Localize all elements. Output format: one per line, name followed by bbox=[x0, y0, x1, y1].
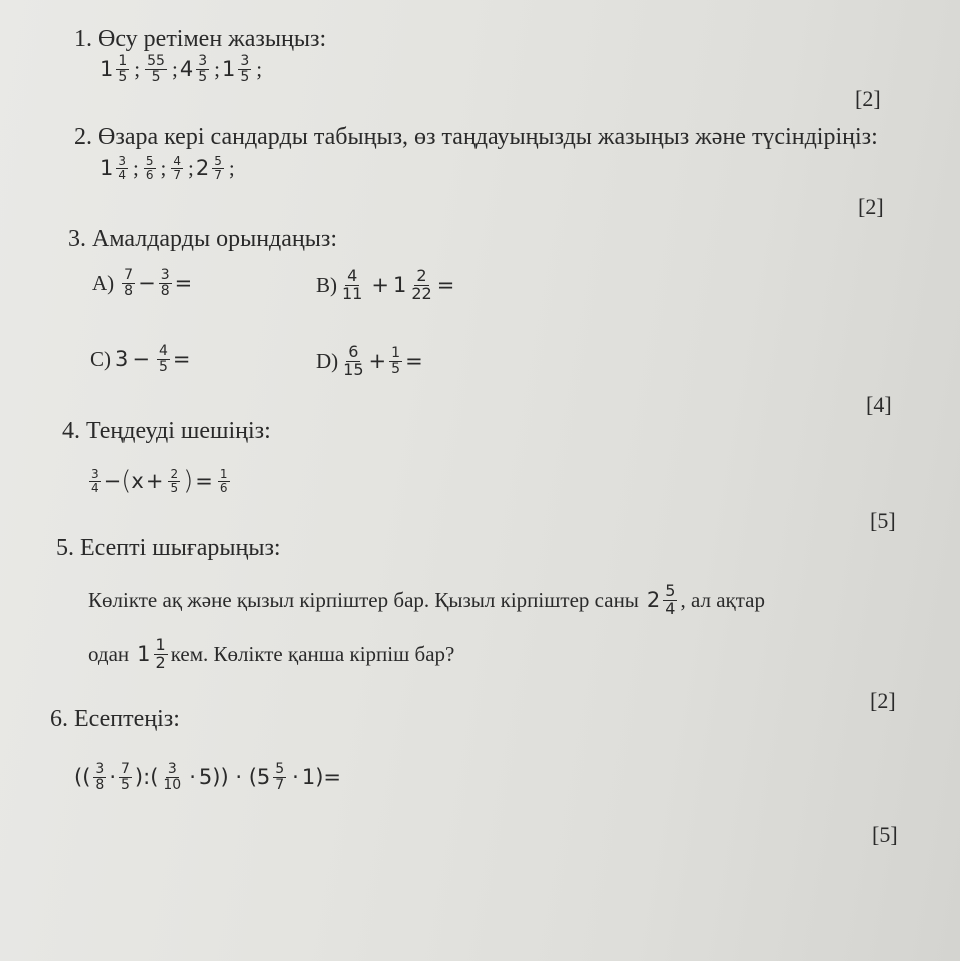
q3-d-fraction-1: $\frac{6}{15}$ bbox=[343, 342, 364, 379]
q6-fraction-2: $\frac{7}{5}$ bbox=[121, 761, 130, 793]
q3-d-label: D) bbox=[316, 348, 339, 373]
q4-fraction-1: $\frac{3}{4}$ bbox=[91, 466, 99, 495]
q1-expression: 1 $\frac{1}{5}$ ; $\frac{55}{5}$ ; 4 $\frac{3}{5}$ ; 1 $\frac{3}{5}$ ; bbox=[100, 53, 263, 85]
q6-fraction-4: $\frac{5}{7}$ bbox=[275, 761, 285, 793]
q3-b-fraction-1: $\frac{4}{11}$ bbox=[342, 266, 363, 303]
q3-part-c: C) 3 − $\frac{4}{5}$ = bbox=[90, 343, 191, 375]
q6-expression: (( $\frac{3}{8}$ · $\frac{7}{5}$ ):( $\frac{3}{10}$ · 5 )) · (5 $\frac{5}{7}$ · 1 )= bbox=[74, 761, 342, 793]
q4-equation: $\frac{3}{4}$ − ( x + $\frac{2}{5}$ ) = $\frac{1}{6}$ bbox=[91, 466, 228, 496]
q3-part-a: A) $\frac{7}{8}$ − $\frac{3}{8}$ = bbox=[92, 267, 193, 299]
q5-title: 5. Есепті шығарыңыз: bbox=[56, 535, 281, 561]
q4-mark: [5] bbox=[870, 508, 896, 533]
q2-item-2-fraction: $\frac{5}{6}$ bbox=[145, 154, 154, 182]
q4-title: 4. Теңдеуді шешіңіз: bbox=[62, 418, 271, 444]
q2-item-3-fraction: $\frac{4}{7}$ bbox=[173, 154, 181, 182]
q5-fraction-1: $\frac{5}{4}$ bbox=[665, 581, 676, 618]
q3-c-fraction: $\frac{4}{5}$ bbox=[158, 343, 168, 375]
q5-mark: [2] bbox=[870, 688, 896, 713]
q6-mark: [5] bbox=[872, 822, 898, 847]
q3-part-d: D) $\frac{6}{15}$ + $\frac{1}{5}$ = bbox=[316, 342, 423, 379]
q2-item-1-whole: 1 bbox=[100, 156, 114, 181]
q2-item-4-whole: 2 bbox=[195, 156, 210, 181]
q1-item-3-whole: 4 bbox=[179, 57, 194, 82]
q1-item-2-fraction: $\frac{55}{5}$ bbox=[147, 53, 165, 85]
q2-mark: [2] bbox=[858, 194, 884, 219]
q5-line-1: Көлікте ақ және қызыл кірпіштер бар. Қызыл кірпіштер саны 2 $\frac{5}{4}$ , ал ақтар bbox=[88, 581, 765, 618]
q3-a-label: A) bbox=[92, 270, 115, 295]
q1-title: 1. Өсу ретімен жазыңыз: bbox=[74, 26, 327, 52]
q3-d-fraction-2: $\frac{1}{5}$ bbox=[391, 345, 401, 377]
q3-title: 3. Амалдарды орындаңыз: bbox=[68, 226, 338, 252]
q2-item-4-fraction: $\frac{5}{7}$ bbox=[214, 154, 222, 182]
q2-item-1-fraction: $\frac{3}{4}$ bbox=[118, 154, 127, 182]
q1-item-4-whole: 1 bbox=[221, 57, 236, 82]
q5-line-2: одан 1 $\frac{1}{2}$ кем. Көлікте қанша кірпіш бар? bbox=[88, 635, 455, 672]
q6-fraction-3: $\frac{3}{10}$ bbox=[163, 761, 182, 793]
q1-item-1-whole: 1 bbox=[100, 57, 114, 82]
q3-a-fraction-1: $\frac{7}{8}$ bbox=[124, 267, 134, 299]
q1-mark: [2] bbox=[855, 86, 881, 111]
q4-fraction-3: $\frac{1}{6}$ bbox=[219, 466, 228, 495]
q3-b-fraction-2: $\frac{2}{22}$ bbox=[411, 266, 432, 303]
q1-item-1-fraction: $\frac{1}{5}$ bbox=[118, 53, 128, 85]
q2-expression: 1 $\frac{3}{4}$ ; $\frac{5}{6}$ ; $\frac{4}{7}$ ; 2 $\frac{5}{7}$ ; bbox=[100, 154, 235, 182]
q6-fraction-1: $\frac{3}{8}$ bbox=[95, 761, 105, 793]
q3-mark: [4] bbox=[866, 392, 892, 417]
q6-title: 6. Есептеңіз: bbox=[50, 706, 180, 732]
q1-item-3-fraction: $\frac{3}{5}$ bbox=[198, 53, 208, 85]
q3-a-fraction-2: $\frac{3}{8}$ bbox=[160, 267, 170, 299]
q5-fraction-2: $\frac{1}{2}$ bbox=[155, 635, 166, 672]
q2-title: 2. Өзара кері сандарды табыңыз, өз таңдауыңызды жазыңыз және түсіндіріңіз: bbox=[74, 124, 878, 150]
q1-item-4-fraction: $\frac{3}{5}$ bbox=[240, 53, 250, 85]
q4-fraction-2: $\frac{2}{5}$ bbox=[170, 466, 179, 495]
q3-b-label: B) bbox=[316, 272, 337, 297]
q3-part-b: B) $\frac{4}{11}$ + 1 $\frac{2}{22}$ = bbox=[316, 266, 455, 303]
q3-c-label: C) bbox=[90, 346, 111, 371]
